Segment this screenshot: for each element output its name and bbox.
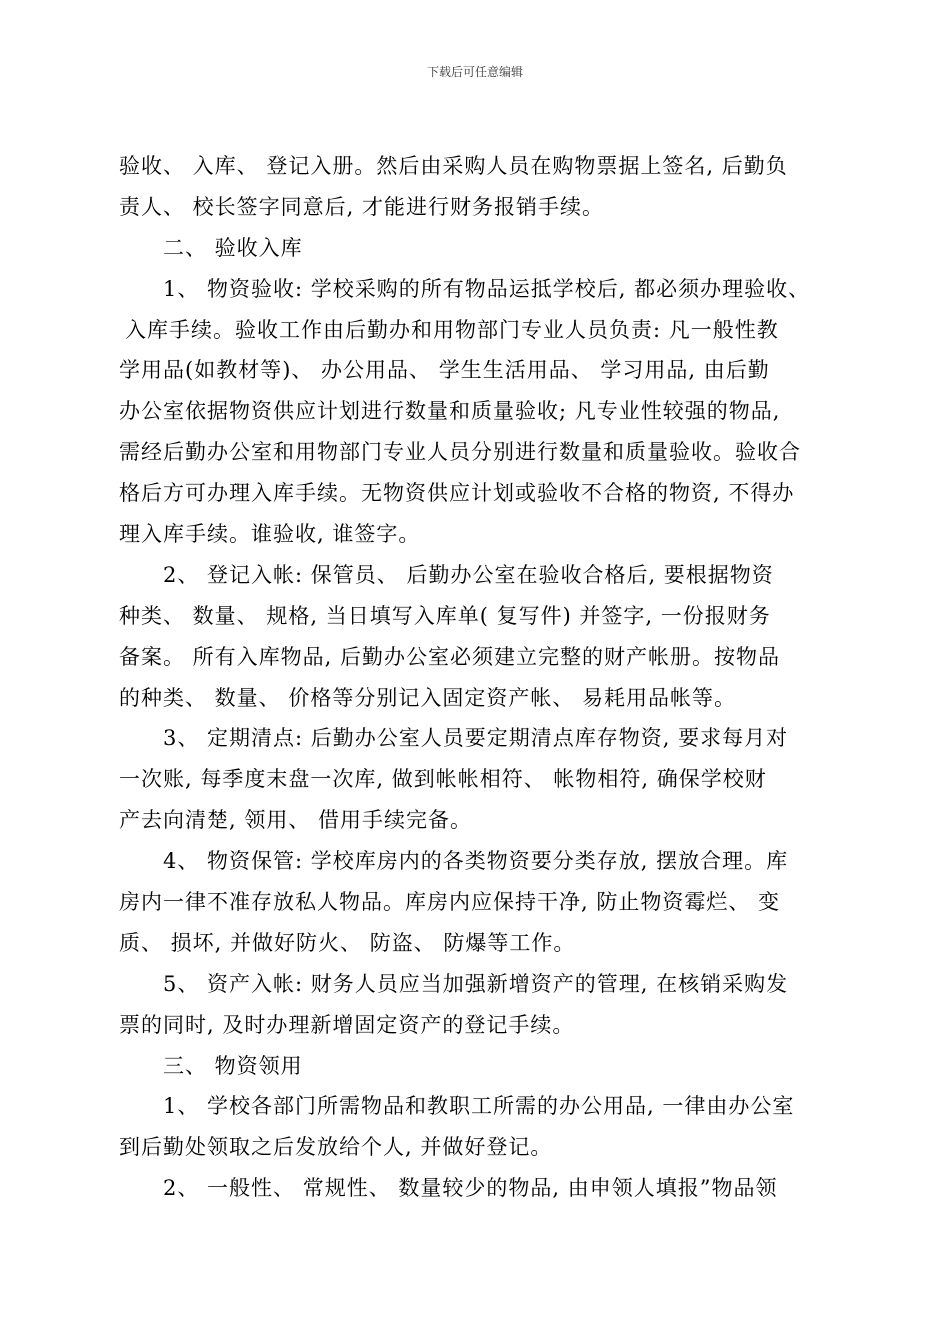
text-line: 理入库手续。谁验收, 谁签字。 (119, 522, 421, 547)
text-line: 4、 物资保管: 学校库房内的各类物资要分类存放, 摆放合理。库 (163, 849, 789, 874)
text-line: 备案。 所有入库物品, 后勤办公室必须建立完整的财产帐册。按物品 (119, 644, 781, 669)
text-line: 质、 损坏, 并做好防火、 防盗、 防爆等工作。 (119, 930, 576, 955)
text-line: 2、 登记入帐: 保管员、 后勤办公室在验收合格后, 要根据物资 (163, 562, 774, 587)
text-line: 5、 资产入帐: 财务人员应当加强新增资产的管理, 在核销采购发 (163, 971, 789, 996)
text-line: 2、 一般性、 常规性、 数量较少的物品, 由申领人填报”物品领 (163, 1176, 778, 1201)
text-line: 一次账, 每季度末盘一次库, 做到帐帐相符、 帐物相符, 确保学校财 (119, 767, 767, 792)
text-line: 入库手续。验收工作由后勤办和用物部门专业人员负责: 凡一般性教 (125, 317, 779, 342)
text-line: 种类、 数量、 规格, 当日填写入库单( 复写件) 并签字, 一份报财务 (119, 603, 771, 628)
text-line: 验收、 入库、 登记入册。然后由采购人员在购物票据上签名, 后勤负 (119, 154, 788, 178)
text-line: 产去向清楚, 领用、 借用手续完备。 (119, 808, 473, 833)
text-line: 格后方可办理入库手续。无物资供应计划或验收不合格的物资, 不得办 (119, 481, 795, 506)
document-body (119, 146, 844, 1209)
page-header: 下载后可任意编辑 (426, 65, 523, 79)
text-line: 1、 学校各部门所需物品和教职工所需的办公用品, 一律由办公室 (163, 1094, 795, 1119)
text-line: 三、 物资领用 (163, 1053, 303, 1078)
text-line: 办公室依据物资供应计划进行数量和质量验收; 凡专业性较强的物品, (119, 399, 781, 424)
text-line: 房内一律不准存放私人物品。库房内应保持干净, 防止物资霉烂、 变 (119, 890, 781, 915)
text-line: 到后勤处领取之后发放给个人, 并做好登记。 (119, 1135, 553, 1160)
text-line: 的种类、 数量、 价格等分别记入固定资产帐、 易耗用品帐等。 (119, 685, 737, 710)
text-line: 1、 物资验收: 学校采购的所有物品运抵学校后, 都必须办理验收、 (163, 276, 811, 301)
text-line: 需经后勤办公室和用物部门专业人员分别进行数量和质量验收。验收合 (119, 440, 801, 465)
text-line: 票的同时, 及时办理新增固定资产的登记手续。 (119, 1012, 575, 1037)
text-line: 二、 验收入库 (163, 235, 303, 260)
text-line: 责人、 校长签字同意后, 才能进行财务报销手续。 (119, 194, 605, 219)
text-line: 3、 定期清点: 后勤办公室人员要定期清点库存物资, 要求每月对 (163, 726, 789, 751)
text-line: 学用品(如教材等)、 办公用品、 学生生活用品、 学习用品, 由后勤 (119, 358, 770, 383)
